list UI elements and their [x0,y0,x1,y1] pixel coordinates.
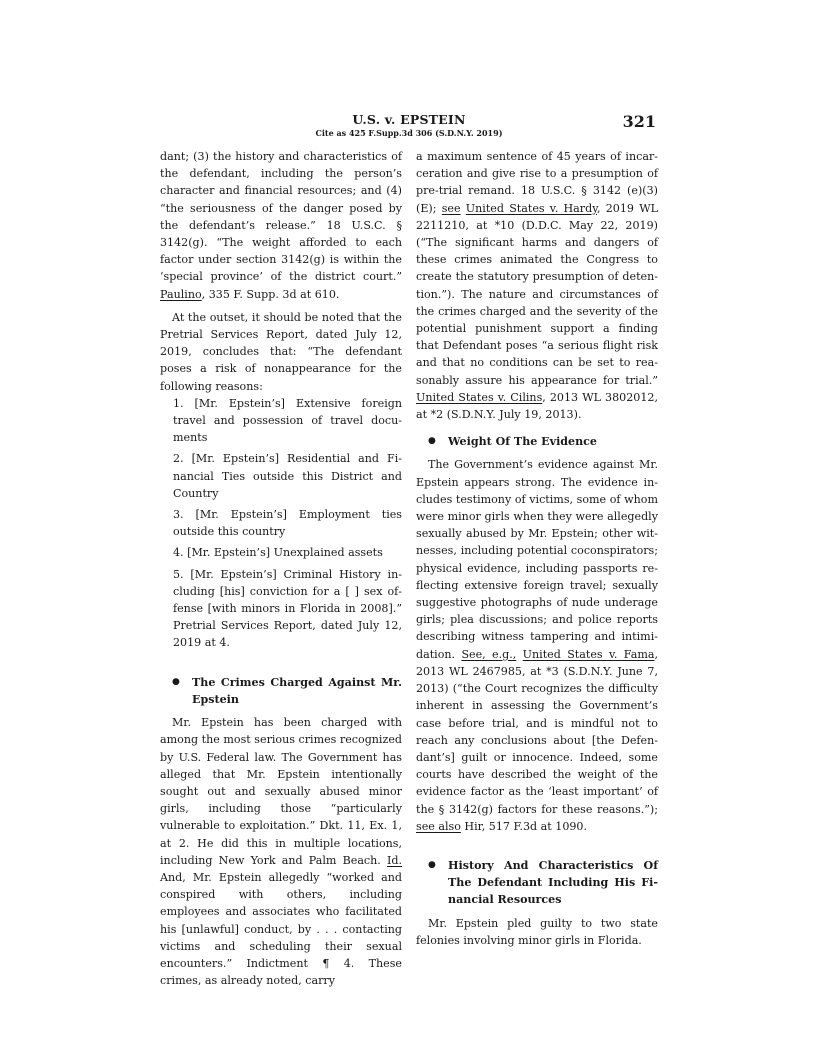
text-run: , 335 F. Supp. 3d at 610. [201,287,340,301]
section-heading [160,674,402,708]
bullet-icon: ● [428,859,436,870]
signal-see-also: see also [416,819,461,833]
text-run: Mr. Epstein has been charged with among the most serious crimes recognized by U.S. Federal law. The Government has alleged that Mr. Epstein intentionally sought out and sexually abused minor girls, including those “particularly vulnerable to exploitation.” Dkt. 11, Ex. 1, at 2. He did this in multiple locations, including New York and Palm Beach. [160,716,402,867]
text-run: The Government’s evidence against Mr. Epstein appears strong. The evidence includes testimony of victims, some of whom were minor girls when they were allegedly sexually abused by Mr. Epstein; other witnesses, including potential coconspirators; physical evidence, including passports reflecting extensive foreign travel; sexually suggestive photographs of nude underage girls; plea discussions; and police reports describing witness tampering and intimidation. [416,458,658,661]
text-run: dant; (3) the history and characteristics of the defendant, including the person’s character and financial resources; and (4) “the seriousness of the danger posed by the defendant’s release.” 18 U.S.C. § 3142(g). “The weight afforded to each factor under section 3142(g) is within the ‘special province’ of the district court.” [160,150,402,284]
list-item: 5. [Mr. Epstein’s] Criminal History including [his] conviction for a [ ] sex offense [with minors in Florida in 2008].” Pretrial Services Report, dated July 12, 2019 at 4. [173,567,402,650]
left-column [160,148,402,989]
paragraph [160,714,402,989]
list-item: 4. [Mr. Epstein’s] Unexplained assets [173,546,383,560]
section-heading [416,433,658,450]
text-run: And, Mr. Epstein allegedly “worked and conspired with others, including employees and associates who facilitated his [unlawful] conduct, by . . . contacting victims and scheduling their sexual encounters.” Indictment ¶ 4. These crimes, as already noted, carry [160,870,402,988]
bullet-icon: ● [428,436,436,447]
case-citation-link: Paulino [160,287,202,301]
text-run: Hir, 517 F.3d at 1090. [460,819,588,833]
section-heading [416,857,658,909]
text-run: , 2013 WL 2467985, at *3 (S.D.N.Y. June 7, 2013) (“the Court recognizes the difficulty inherent in assessing the Government’s case before trial, and is mindful not to reach any conclusions about [the Defendant’s] guilt or innocence. Indeed, some courts have described the weight of the evidence factor as the ‘least important’ of the § 3142(g) factors for these reasons.”); [416,647,658,816]
section-heading-text: Weight Of The Evidence [448,435,597,449]
case-citation-link: United States v. Fama [522,647,655,661]
paragraph: Mr. Epstein pled guilty to two state felonies involving minor girls in Florida. [416,916,658,947]
page-number: 321 [622,112,656,131]
paragraph [416,148,658,423]
paragraph [416,456,658,834]
paragraph: At the outset, it should be noted that the Pretrial Services Report, dated July 12, 2019, concludes that: “The defendant poses a risk of nonappearance for the following reasons: [160,310,402,393]
bullet-icon: ● [172,676,180,687]
list-item: 1. [Mr. Epstein’s] Extensive foreign travel and possession of travel documents [173,396,402,445]
case-citation-link: United States v. Cilins [416,390,543,404]
paragraph [160,148,402,303]
list-item: 2. [Mr. Epstein’s] Residential and Financial Ties outside this District and Country [173,452,402,500]
signal-see: see [441,201,461,215]
id-citation-link: Id. [386,853,402,867]
section-heading-text: History And Characteristics Of The Defendant Including His Financial Resources [448,858,658,907]
signal-see: See, e.g., [461,647,517,661]
list-item: 3. [Mr. Epstein’s] Employment ties outside this country [173,508,402,539]
case-title: U.S. v. EPSTEIN [352,112,466,127]
text-run: , 2019 WL 2211210, at *10 (D.D.C. May 22, 2019) (“The significant harms and dangers of these crimes animated the Congress to create the statutory presumption of detention.”). The nature and circumstances of the crimes charged and the severity of the potential punishment support a finding that Defendant poses “a serious flight risk and that no conditions can be set to reasonably assure his appearance for trial.” [416,201,658,387]
section-heading-text: The Crimes Charged Against Mr. Epstein [192,675,402,706]
text-run: , 2013 WL 3802012, at *2 (S.D.N.Y. July 19, 2013). [416,390,658,422]
text-run: a maximum sentence of 45 years of incarceration and give rise to a presumption of pre-trial remand. 18 U.S.C. § 3142 (e)(3)(E); [416,150,658,215]
case-citation-link: United States v. Hardy [465,201,597,215]
citation-line: Cite as 425 F.Supp.3d 306 (S.D.N.Y. 2019) [315,128,503,138]
right-column [416,148,658,949]
